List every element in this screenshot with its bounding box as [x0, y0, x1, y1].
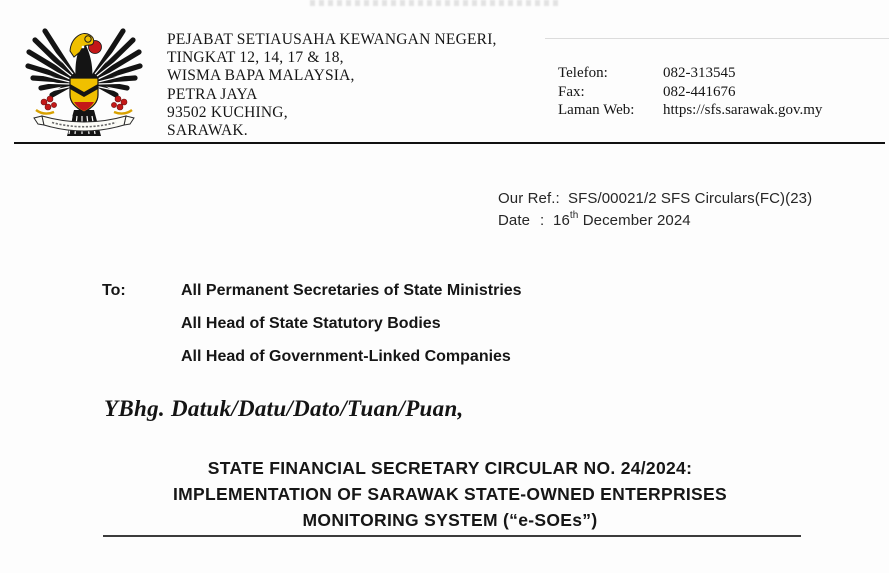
phone-row: [558, 64, 822, 83]
letterhead-divider: [14, 142, 885, 144]
office-name: PEJABAT SETIAUSAHA KEWANGAN NEGERI,: [167, 31, 497, 48]
subject-line: STATE FINANCIAL SECRETARY CIRCULAR NO. 24/2024:: [207, 458, 693, 478]
our-ref-value: SFS/00021/2 SFS Circulars(FC)(23): [568, 190, 813, 207]
website-label: Laman Web:: [558, 102, 635, 119]
address-line: 93502 KUCHING,: [167, 103, 288, 121]
website-row: [558, 101, 822, 120]
recipient-line: All Permanent Secretaries of State Ministries: [181, 282, 522, 299]
office-address-block: [167, 31, 497, 140]
address-line: SARAWAK.: [167, 122, 248, 140]
circular-subject-title: [60, 455, 840, 533]
fax-label: Fax:: [558, 83, 585, 100]
date-label: Date: [498, 212, 531, 229]
date-ordinal: th: [569, 210, 579, 221]
phone-label: Telefon:: [558, 65, 608, 81]
sarawak-state-crest-icon: [24, 26, 144, 138]
recipient-line: All Head of State Statutory Bodies: [181, 315, 441, 332]
subject-line: MONITORING SYSTEM (“e-SOEs”): [302, 510, 598, 530]
our-ref-label: Our Ref.:: [498, 190, 560, 207]
fax-row: [558, 83, 822, 102]
subject-line: IMPLEMENTATION OF SARAWAK STATE-OWNED ENTERPRISES: [173, 484, 727, 504]
phone-value: 082-313545: [663, 65, 736, 81]
contact-block: [558, 64, 822, 120]
crest-casque-curl: [85, 36, 91, 42]
fax-value: 082-441676: [663, 83, 736, 100]
to-label: To:: [102, 282, 126, 299]
our-ref-row: [498, 188, 812, 210]
reference-block: [498, 188, 812, 232]
address-line: PETRA JAYA: [167, 85, 258, 103]
website-value: https://sfs.sarawak.gov.my: [663, 102, 823, 119]
recipients-list: [181, 282, 522, 381]
salutation: YBhg. Datuk/Datu/Dato/Tuan/Puan,: [104, 396, 464, 421]
address-line: TINGKAT 12, 14, 17 & 18,: [167, 49, 344, 67]
scan-line-artifact: [545, 38, 889, 39]
faded-scan-artifact: [310, 0, 562, 6]
recipient-line: All Head of Government-Linked Companies: [181, 348, 511, 365]
date-row: [498, 210, 812, 232]
address-line: WISMA BAPA MALAYSIA,: [167, 67, 355, 85]
date-value: 16th December 2024: [553, 210, 691, 229]
date-colon: :: [540, 212, 545, 229]
crest-eye: [82, 46, 85, 49]
subject-underline: [103, 535, 801, 537]
